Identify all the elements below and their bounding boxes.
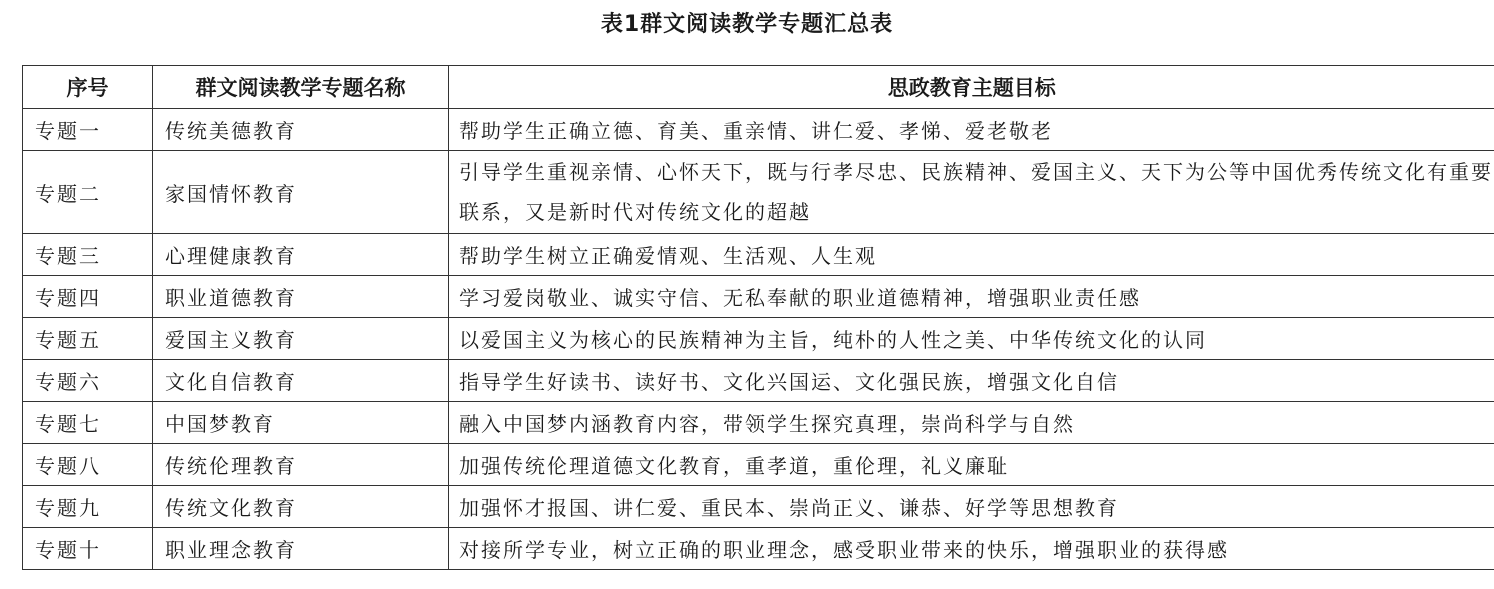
topic-name: 职业理念教育 xyxy=(153,528,449,570)
table-row xyxy=(23,109,1494,151)
topic-number: 专题十 xyxy=(23,528,153,570)
table-row xyxy=(23,234,1494,276)
table-row xyxy=(23,402,1494,444)
header-serial-number: 序号 xyxy=(23,66,153,109)
topic-goal: 加强传统伦理道德文化教育，重孝道，重伦理，礼义廉耻 xyxy=(449,444,1494,486)
table-title: 表1群文阅读教学专题汇总表 xyxy=(600,12,894,37)
topic-name: 传统文化教育 xyxy=(153,486,449,528)
header-education-goal: 思政教育主题目标 xyxy=(449,66,1494,109)
topic-name: 文化自信教育 xyxy=(153,360,449,402)
topic-goal: 引导学生重视亲情、心怀天下，既与行孝尽忠、民族精神、爱国主义、天下为公等中国优秀传统文化有重要联系，又是新时代对传统文化的超越 xyxy=(449,151,1494,234)
table-row xyxy=(23,151,1494,234)
topic-number: 专题五 xyxy=(23,318,153,360)
topic-goal: 加强怀才报国、讲仁爱、重民本、崇尚正义、谦恭、好学等思想教育 xyxy=(449,486,1494,528)
topic-name: 家国情怀教育 xyxy=(153,151,449,234)
topic-goal: 帮助学生正确立德、育美、重亲情、讲仁爱、孝悌、爱老敬老 xyxy=(449,109,1494,151)
topic-number: 专题三 xyxy=(23,234,153,276)
header-topic-name: 群文阅读教学专题名称 xyxy=(153,66,449,109)
topic-summary-table xyxy=(22,65,1494,570)
table-row xyxy=(23,528,1494,570)
topic-number: 专题六 xyxy=(23,360,153,402)
topic-goal: 以爱国主义为核心的民族精神为主旨，纯朴的人性之美、中华传统文化的认同 xyxy=(449,318,1494,360)
topic-goal: 帮助学生树立正确爱情观、生活观、人生观 xyxy=(449,234,1494,276)
topic-name: 职业道德教育 xyxy=(153,276,449,318)
table-row xyxy=(23,276,1494,318)
table-header-row xyxy=(23,66,1494,109)
topic-name: 爱国主义教育 xyxy=(153,318,449,360)
topic-name: 传统美德教育 xyxy=(153,109,449,151)
topic-number: 专题二 xyxy=(23,151,153,234)
topic-number: 专题四 xyxy=(23,276,153,318)
topic-goal: 指导学生好读书、读好书、文化兴国运、文化强民族，增强文化自信 xyxy=(449,360,1494,402)
topic-number: 专题九 xyxy=(23,486,153,528)
topic-number: 专题七 xyxy=(23,402,153,444)
table-row xyxy=(23,486,1494,528)
topic-goal: 对接所学专业，树立正确的职业理念，感受职业带来的快乐，增强职业的获得感 xyxy=(449,528,1494,570)
topic-name: 中国梦教育 xyxy=(153,402,449,444)
topic-number: 专题一 xyxy=(23,109,153,151)
table-row xyxy=(23,318,1494,360)
table-row xyxy=(23,360,1494,402)
topic-goal: 融入中国梦内涵教育内容，带领学生探究真理，崇尚科学与自然 xyxy=(449,402,1494,444)
table-row xyxy=(23,444,1494,486)
topic-goal: 学习爱岗敬业、诚实守信、无私奉献的职业道德精神，增强职业责任感 xyxy=(449,276,1494,318)
topic-name: 传统伦理教育 xyxy=(153,444,449,486)
topic-name: 心理健康教育 xyxy=(153,234,449,276)
topic-number: 专题八 xyxy=(23,444,153,486)
